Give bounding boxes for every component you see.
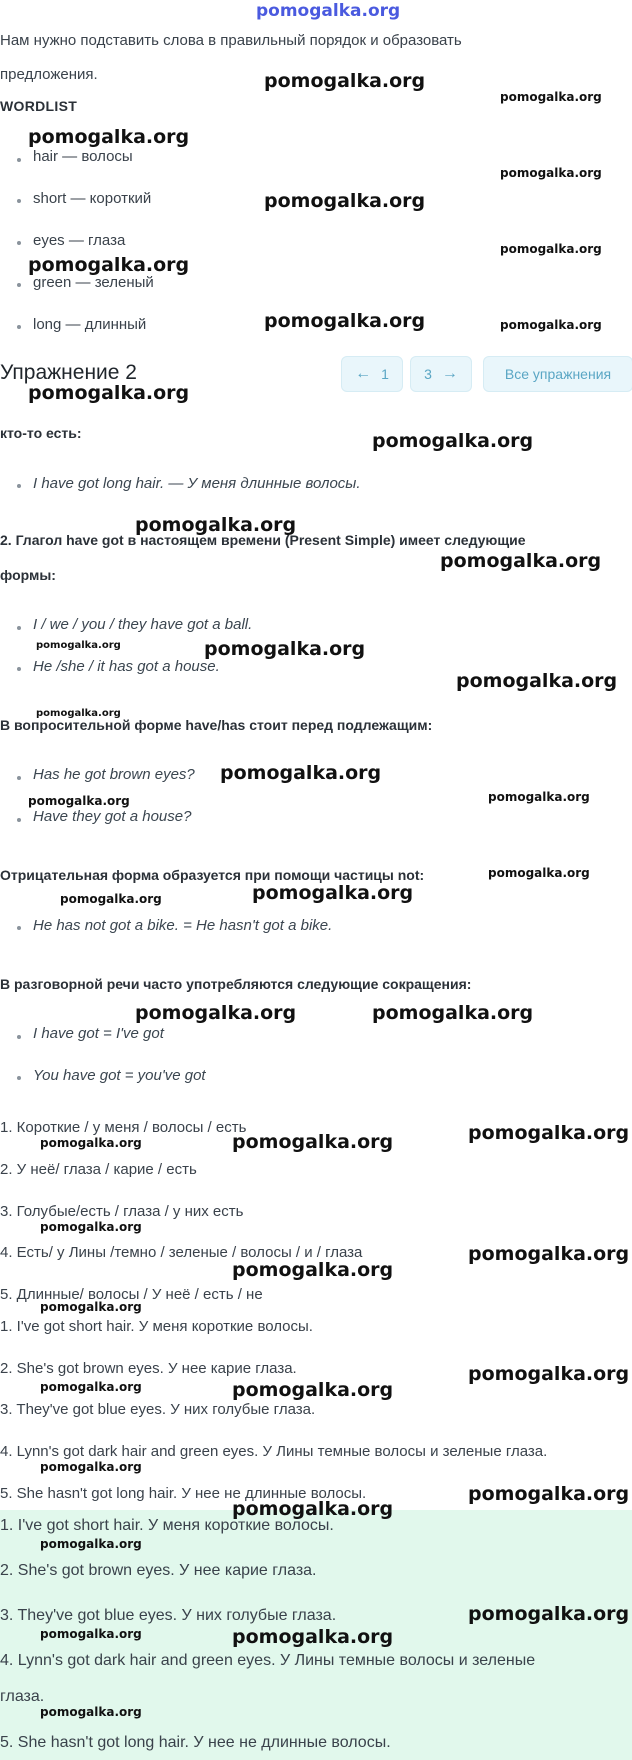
theory-paragraph: кто-то есть: <box>0 425 82 441</box>
watermark-text: pomogalka.org <box>40 1300 142 1314</box>
example-sentence: I have got long hair. — У меня длинные волосы. <box>33 475 361 492</box>
bullet-icon <box>17 199 21 203</box>
theory-paragraph: В разговорной речи часто употребляются следующие сокращения: <box>0 976 472 992</box>
watermark-text: pomogalka.org <box>468 1603 630 1625</box>
bullet-icon <box>17 158 21 162</box>
watermark-text: pomogalka.org <box>468 1122 630 1144</box>
watermark-text: pomogalka.org <box>232 1259 394 1281</box>
bullet-icon <box>17 1035 21 1039</box>
watermark-text: pomogalka.org <box>40 1380 142 1394</box>
theory-paragraph: Отрицательная форма образуется при помощи частицы not: <box>0 867 425 883</box>
bullet-icon <box>17 1076 21 1080</box>
bullet-icon <box>17 626 21 630</box>
watermark-text: pomogalka.org <box>135 514 297 536</box>
answer-item: 3. They've got blue eyes. У них голубые глаза. <box>0 1401 316 1418</box>
watermark-text: pomogalka.org <box>232 1498 394 1520</box>
watermark-text: pomogalka.org <box>500 242 602 256</box>
bullet-icon <box>17 325 21 329</box>
site-logo[interactable]: pomogalka.org <box>256 1 401 21</box>
answer-box-item: 5. She hasn't got long hair. У нее не длинные волосы. <box>0 1734 391 1751</box>
task-item: 5. Длинные/ волосы / У неё / есть / не <box>0 1286 263 1303</box>
watermark-text: pomogalka.org <box>135 1002 297 1024</box>
wordlist-item: long — длинный <box>33 316 147 333</box>
theory-paragraph: 2. Глагол have got в настоящем времени (Present Simple) имеет следующие <box>0 532 526 548</box>
watermark-text: pomogalka.org <box>28 126 190 148</box>
arrow-right-icon: → <box>441 365 458 382</box>
bullet-icon <box>17 484 21 488</box>
watermark-text: pomogalka.org <box>500 90 602 104</box>
next-exercise-button[interactable] <box>410 356 472 392</box>
task-item: 1. Короткие / у меня / волосы / есть <box>0 1119 247 1136</box>
example-sentence: I / we / you / they have got a ball. <box>33 616 253 633</box>
answer-box-item: 1. I've got short hair. У меня короткие волосы. <box>0 1517 334 1534</box>
answer-item: 5. She hasn't got long hair. У нее не длинные волосы. <box>0 1485 367 1502</box>
example-sentence: He has not got a bike. = He hasn't got a bike. <box>33 917 333 934</box>
prev-exercise-label: 1 <box>381 366 389 382</box>
arrow-left-icon: ← <box>355 365 372 382</box>
watermark-text: pomogalka.org <box>468 1243 630 1265</box>
wordlist-item: eyes — глаза <box>33 232 126 249</box>
answer-box-item: 2. She's got brown eyes. У нее карие глаза. <box>0 1562 317 1579</box>
exercise-title: Упражнение 2 <box>0 361 137 384</box>
wordlist-item: hair — волосы <box>33 148 133 165</box>
task-item: 4. Есть/ у Лины /темно / зеленые / волосы / и / глаза <box>0 1244 363 1261</box>
answer-box-item: глаза. <box>0 1688 45 1705</box>
bullet-icon <box>17 241 21 245</box>
watermark-text: pomogalka.org <box>28 382 190 404</box>
answer-item: 4. Lynn's got dark hair and green eyes. У Лины темные волосы и зеленые глаза. <box>0 1443 548 1460</box>
wordlist-item: green — зеленый <box>33 274 154 291</box>
example-sentence: I have got = I've got <box>33 1025 164 1042</box>
watermark-text: pomogalka.org <box>232 1626 394 1648</box>
watermark-text: pomogalka.org <box>500 318 602 332</box>
watermark-text: pomogalka.org <box>232 1131 394 1153</box>
wordlist-item: short — короткий <box>33 190 152 207</box>
intro-text-line2: предложения. <box>0 66 98 83</box>
watermark-text: pomogalka.org <box>40 1136 142 1150</box>
task-item: 2. У неё/ глаза / карие / есть <box>0 1161 197 1178</box>
watermark-text: pomogalka.org <box>36 708 121 719</box>
watermark-text: pomogalka.org <box>40 1705 142 1719</box>
watermark-text: pomogalka.org <box>40 1220 142 1234</box>
example-sentence: Has he got brown eyes? <box>33 766 195 783</box>
watermark-text: pomogalka.org <box>440 550 602 572</box>
watermark-text: pomogalka.org <box>372 1002 534 1024</box>
watermark-text: pomogalka.org <box>488 790 590 804</box>
watermark-text: pomogalka.org <box>252 882 414 904</box>
watermark-text: pomogalka.org <box>40 1627 142 1641</box>
bullet-icon <box>17 283 21 287</box>
all-exercises-button[interactable]: Все упражнения <box>483 356 632 392</box>
bullet-icon <box>17 926 21 930</box>
intro-text-line1: Нам нужно подставить слова в правильный порядок и образовать <box>0 32 462 49</box>
theory-paragraph: формы: <box>0 567 56 583</box>
example-sentence: He /she / it has got a house. <box>33 658 220 675</box>
answer-box-item: 3. They've got blue eyes. У них голубые глаза. <box>0 1607 337 1624</box>
next-exercise-label: 3 <box>424 366 432 382</box>
watermark-text: pomogalka.org <box>500 166 602 180</box>
watermark-text: pomogalka.org <box>220 762 382 784</box>
answer-box-item: 4. Lynn's got dark hair and green eyes. У Лины темные волосы и зеленые <box>0 1652 536 1669</box>
watermark-text: pomogalka.org <box>232 1379 394 1401</box>
prev-exercise-button[interactable] <box>341 356 403 392</box>
watermark-text: pomogalka.org <box>264 70 426 92</box>
watermark-text: pomogalka.org <box>264 310 426 332</box>
watermark-text: pomogalka.org <box>372 430 534 452</box>
watermark-text: pomogalka.org <box>40 1460 142 1474</box>
watermark-text: pomogalka.org <box>264 190 426 212</box>
theory-paragraph: В вопросительной форме have/has стоит перед подлежащим: <box>0 717 433 733</box>
watermark-text: pomogalka.org <box>204 638 366 660</box>
watermark-text: pomogalka.org <box>40 1537 142 1551</box>
answer-item: 2. She's got brown eyes. У нее карие глаза. <box>0 1360 297 1377</box>
watermark-text: pomogalka.org <box>468 1363 630 1385</box>
bullet-icon <box>17 818 21 822</box>
bullet-icon <box>17 667 21 671</box>
wordlist-title: WORDLIST <box>0 98 78 114</box>
example-sentence: You have got = you've got <box>33 1067 206 1084</box>
watermark-text: pomogalka.org <box>36 640 121 651</box>
watermark-text: pomogalka.org <box>28 794 130 808</box>
bullet-icon <box>17 776 21 780</box>
watermark-text: pomogalka.org <box>488 866 590 880</box>
task-item: 3. Голубые/есть / глаза / у них есть <box>0 1203 244 1220</box>
watermark-text: pomogalka.org <box>456 670 618 692</box>
watermark-text: pomogalka.org <box>28 254 190 276</box>
answer-item: 1. I've got short hair. У меня короткие волосы. <box>0 1318 313 1335</box>
watermark-text: pomogalka.org <box>60 892 162 906</box>
watermark-text: pomogalka.org <box>468 1483 630 1505</box>
example-sentence: Have they got a house? <box>33 808 192 825</box>
